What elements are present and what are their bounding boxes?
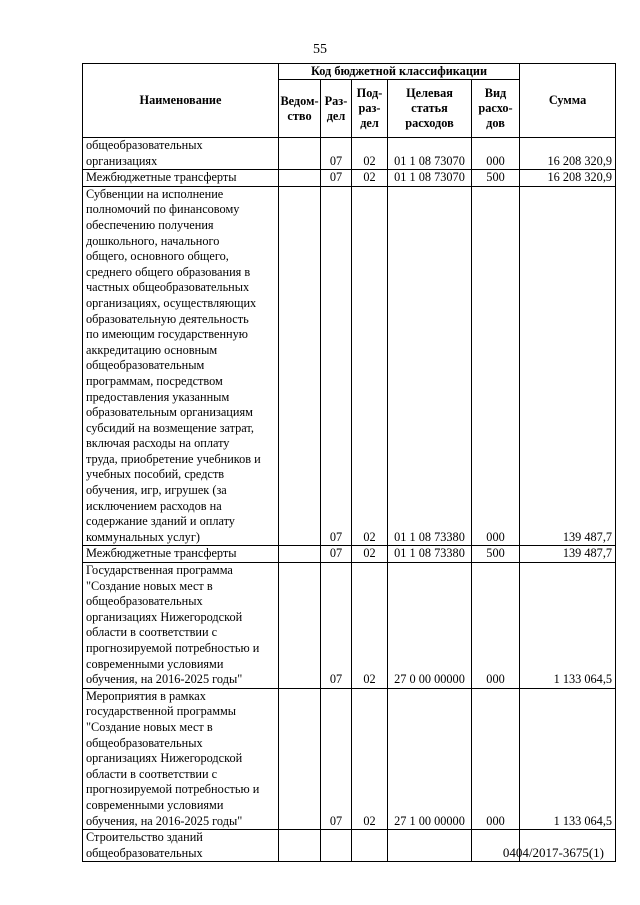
table-row bbox=[83, 563, 616, 689]
name-line: образовательным организациям bbox=[86, 405, 253, 420]
cell-section: 07 bbox=[321, 563, 352, 689]
cell-dept bbox=[279, 563, 321, 689]
name-line: коммунальных услуг) bbox=[86, 529, 200, 544]
name-line: обучения, на 2016-2025 годы" bbox=[86, 672, 243, 687]
budget-table bbox=[82, 63, 616, 862]
name-line: общеобразовательным bbox=[86, 358, 205, 373]
name-line: Мероприятия в рамках bbox=[86, 688, 206, 703]
name-line: учебных пособий, средств bbox=[86, 467, 225, 482]
cell-name bbox=[83, 170, 279, 187]
name-line: "Создание новых мест в bbox=[86, 578, 213, 593]
name-line: Субвенции на исполнение bbox=[86, 186, 224, 201]
cell-dept bbox=[279, 138, 321, 170]
header-line: ство bbox=[287, 108, 312, 123]
cell-dept bbox=[279, 186, 321, 546]
cell-subsection: 02 bbox=[352, 563, 388, 689]
name-line: среднего общего образования в bbox=[86, 264, 251, 279]
header-dept bbox=[279, 80, 321, 138]
cell-subsection bbox=[352, 830, 388, 862]
name-line: общего, основного общего, bbox=[86, 249, 229, 264]
name-line: организациях bbox=[86, 153, 158, 168]
table-body bbox=[83, 138, 616, 862]
name-line: государственной программы bbox=[86, 704, 237, 719]
header-line: Целевая bbox=[406, 86, 453, 100]
name-line: обеспечению получения bbox=[86, 217, 214, 232]
name-line: обучения, на 2016-2025 годы" bbox=[86, 813, 243, 828]
name-line: по имеющим государственную bbox=[86, 327, 248, 342]
cell-name bbox=[83, 563, 279, 689]
cell-section: 07 bbox=[321, 138, 352, 170]
header-section bbox=[321, 80, 352, 138]
cell-expense-type: 000 bbox=[472, 688, 520, 829]
name-line: частных общеобразовательных bbox=[86, 280, 250, 295]
cell-dept bbox=[279, 170, 321, 187]
cell-target: 27 1 00 00000 bbox=[388, 688, 472, 829]
cell-amount: 16 208 320,9 bbox=[520, 138, 616, 170]
header-line: дел bbox=[326, 108, 346, 123]
name-line: области в соответствии с bbox=[86, 766, 218, 781]
name-line: включая расходы на оплату bbox=[86, 436, 230, 451]
cell-dept bbox=[279, 830, 321, 862]
name-line: дошкольного, начального bbox=[86, 233, 220, 248]
cell-name bbox=[83, 138, 279, 170]
header-line: Ведом- bbox=[280, 93, 319, 108]
name-line: программам, посредством bbox=[86, 373, 223, 388]
name-line: "Создание новых мест в bbox=[86, 719, 213, 734]
table-row bbox=[83, 138, 616, 170]
name-line: содержание зданий и оплату bbox=[86, 514, 235, 529]
cell-target: 01 1 08 73070 bbox=[388, 138, 472, 170]
table-row bbox=[83, 546, 616, 563]
header-line: дов bbox=[486, 116, 505, 130]
name-line: общеобразовательных bbox=[86, 138, 203, 152]
name-line: общеобразовательных bbox=[86, 735, 203, 750]
cell-subsection: 02 bbox=[352, 170, 388, 187]
cell-subsection: 02 bbox=[352, 138, 388, 170]
name-line: обучения, игр, игрушек (за bbox=[86, 483, 227, 498]
cell-name bbox=[83, 830, 279, 862]
cell-expense-type: 000 bbox=[472, 563, 520, 689]
header-expense-type bbox=[472, 80, 520, 138]
name-line: прогнозируемой потребностью и bbox=[86, 641, 260, 655]
cell-dept bbox=[279, 688, 321, 829]
document-code: 0404/2017-3675(1) bbox=[502, 845, 604, 860]
cell-expense-type: 500 bbox=[472, 546, 520, 563]
name-line: организациях Нижегородской bbox=[86, 751, 243, 766]
name-line: области в соответствии с bbox=[86, 625, 218, 640]
cell-amount: 139 487,7 bbox=[520, 186, 616, 546]
cell-section: 07 bbox=[321, 546, 352, 563]
table-row bbox=[83, 688, 616, 829]
name-line: труда, приобретение учебников и bbox=[86, 451, 261, 466]
name-line: современными условиями bbox=[86, 797, 224, 812]
cell-target: 01 1 08 73380 bbox=[388, 186, 472, 546]
cell-name bbox=[83, 688, 279, 829]
header-line: раз- bbox=[358, 101, 381, 115]
cell-target: 27 0 00 00000 bbox=[388, 563, 472, 689]
header-line: Под- bbox=[356, 86, 383, 100]
name-line: исключением расходов на bbox=[86, 498, 222, 513]
name-line: Межбюджетные трансферты bbox=[86, 546, 237, 561]
name-line: современными условиями bbox=[86, 656, 224, 671]
header-line: Раз- bbox=[324, 93, 348, 108]
name-line: Межбюджетные трансферты bbox=[86, 170, 237, 185]
name-line: общеобразовательных bbox=[86, 845, 203, 860]
cell-section: 07 bbox=[321, 170, 352, 187]
cell-amount: 1 133 064,5 bbox=[520, 688, 616, 829]
cell-amount: 1 133 064,5 bbox=[520, 563, 616, 689]
cell-dept bbox=[279, 546, 321, 563]
cell-subsection: 02 bbox=[352, 688, 388, 829]
name-line: общеобразовательных bbox=[86, 594, 203, 609]
name-line: полномочий по финансовому bbox=[86, 202, 240, 217]
header-subsection bbox=[352, 80, 388, 138]
cell-section: 07 bbox=[321, 186, 352, 546]
header-line: расхо- bbox=[478, 101, 513, 115]
cell-expense-type: 000 bbox=[472, 186, 520, 546]
cell-name bbox=[83, 546, 279, 563]
cell-expense-type: 000 bbox=[472, 138, 520, 170]
header-amount: Сумма bbox=[520, 64, 616, 138]
cell-amount: 139 487,7 bbox=[520, 546, 616, 563]
cell-name bbox=[83, 186, 279, 546]
name-line: Строительство зданий bbox=[86, 830, 203, 845]
cell-amount: 16 208 320,9 bbox=[520, 170, 616, 187]
header-line: Вид bbox=[484, 86, 507, 100]
name-line: организациях, осуществляющих bbox=[86, 295, 257, 310]
cell-subsection: 02 bbox=[352, 546, 388, 563]
cell-target: 01 1 08 73380 bbox=[388, 546, 472, 563]
name-line: Государственная программа bbox=[86, 563, 233, 578]
header-line: расходов bbox=[405, 116, 454, 130]
cell-expense-type: 500 bbox=[472, 170, 520, 187]
header-line: дел bbox=[360, 116, 379, 130]
cell-target: 01 1 08 73070 bbox=[388, 170, 472, 187]
header-target bbox=[388, 80, 472, 138]
header-line: статья bbox=[411, 101, 448, 115]
cell-section: 07 bbox=[321, 688, 352, 829]
table-row bbox=[83, 170, 616, 187]
cell-target bbox=[388, 830, 472, 862]
name-line: аккредитацию основным bbox=[86, 342, 218, 357]
name-line: образовательную деятельность bbox=[86, 311, 249, 326]
cell-section bbox=[321, 830, 352, 862]
header-name: Наименование bbox=[83, 64, 279, 138]
cell-subsection: 02 bbox=[352, 186, 388, 546]
name-line: прогнозируемой потребностью и bbox=[86, 782, 260, 797]
name-line: организациях Нижегородской bbox=[86, 609, 243, 624]
name-line: предоставления указанным bbox=[86, 389, 230, 404]
table-row bbox=[83, 186, 616, 546]
name-line: субсидий на возмещение затрат, bbox=[86, 420, 254, 435]
header-code-group: Код бюджетной классификации bbox=[279, 64, 520, 80]
page-number: 55 bbox=[313, 42, 327, 57]
